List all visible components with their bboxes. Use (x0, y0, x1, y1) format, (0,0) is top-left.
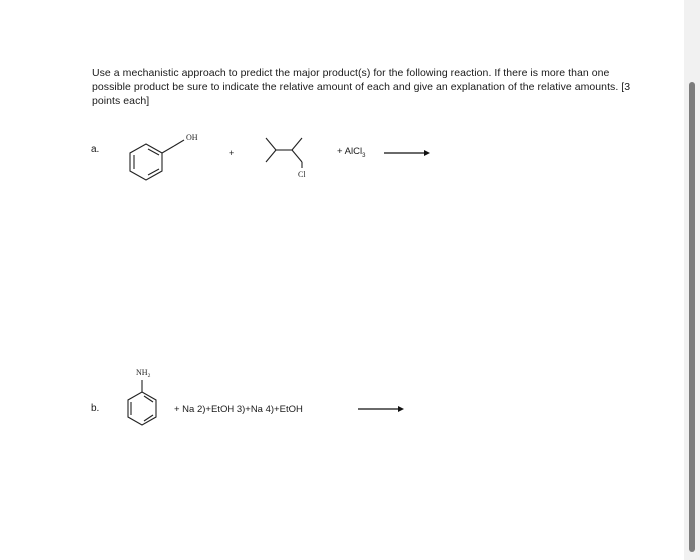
alkyl-chloride-structure (256, 128, 336, 188)
part-b-label: b. (91, 403, 100, 414)
benzene-ring (130, 144, 162, 180)
aniline-structure (116, 366, 176, 446)
hydroxyl-label: OH (186, 133, 198, 142)
birch-reduction-reagents: + Na 2)+EtOH 3)+Na 4)+EtOH (174, 404, 303, 415)
part-a-label: a. (91, 144, 100, 155)
benzene-ring (128, 392, 156, 425)
amine-label: $NH_2$ (136, 368, 151, 379)
chloride-label: Cl (298, 170, 306, 179)
aluminum-chloride-reagent: + AlCl$_3$ (337, 146, 366, 159)
vertical-scrollbar[interactable] (684, 0, 700, 560)
question-text: Use a mechanistic approach to predict the major product(s) for the following reaction. If there is more than one possible product be sure to indicate the relative amount of each and give an explanation of the relative amounts. [3 points each] (92, 67, 631, 107)
reaction-arrow-icon (356, 404, 406, 414)
plus-sign: + (229, 148, 235, 158)
reaction-arrow-icon (382, 148, 432, 158)
benzyl-alcohol-structure (118, 122, 228, 192)
scrollbar-thumb[interactable] (689, 82, 695, 552)
